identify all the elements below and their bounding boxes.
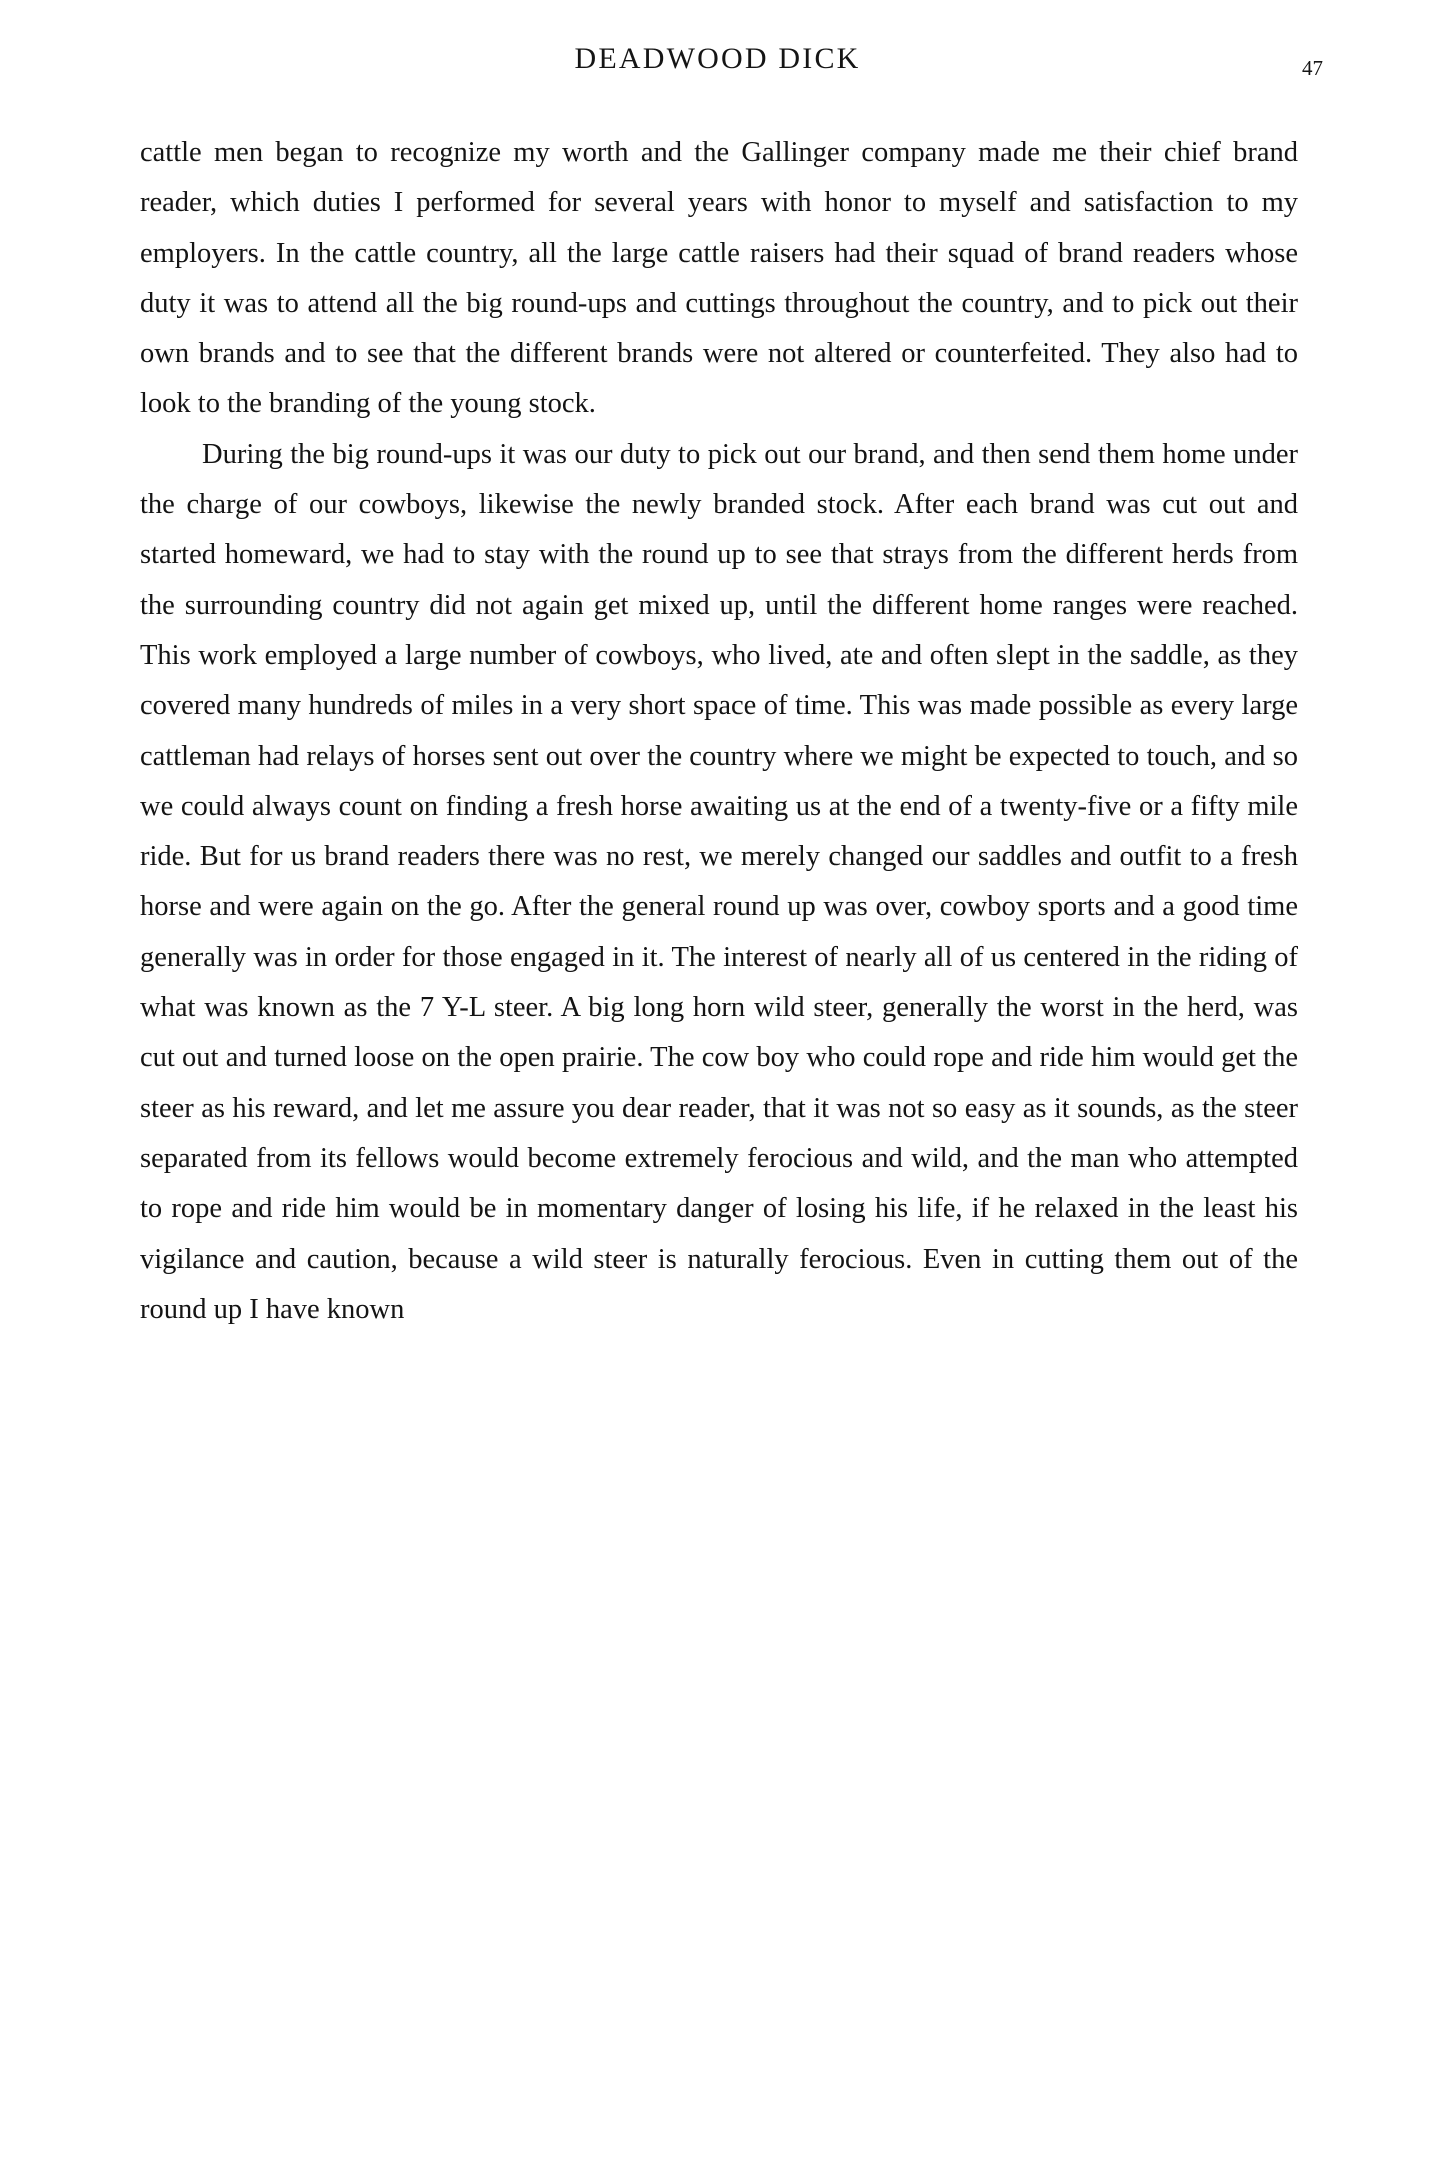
paragraph: cattle men began to recognize my worth and the Gallinger company made me their chief brand reader, which duties I performed for several years with honor to myself and satisfaction to my employers. In the cattle country, all the large cattle raisers had their squad of brand readers whose duty it was to attend all the big round-ups and cuttings throughout the country, and to pick out their own brands and to see that the different brands were not altered or counterfeited. They also had to look to the branding of the young stock. [140, 137, 1298, 420]
page-header [140, 42, 1323, 88]
running-title: DEADWOOD DICK [574, 42, 861, 75]
paragraph: During the big round-ups it was our duty to pick out our brand, and then send them home under the charge of our cowboys, likewise the newly branded stock. After each brand was cut out and started homeward, we had to stay with the round up to see that strays from the different herds from the surrounding country did not again get mixed up, until the different home ranges were reached. This work employed a large number of cowboys, who lived, ate and often slept in the saddle, as they covered many hundreds of miles in a very short space of time. This was made possible as every large cattleman had relays of horses sent out over the country where we might be expected to touch, and so we could always count on finding a fresh horse awaiting us at the end of a twenty-five or a fifty mile ride. But for us brand readers there was no rest, we merely changed our saddles and outfit to a fresh horse and were again on the go. After the general round up was over, cowboy sports and a good time generally was in order for those engaged in it. The interest of nearly all of us centered in the riding of what was known as the 7 Y-L steer. A big long horn wild steer, generally the worst in the herd, was cut out and turned loose on the open prairie. The cow boy who could rope and ride him would get the steer as his reward, and let me assure you dear reader, that it was not so easy as it sounds, as the steer separated from its fellows would become extremely ferocious and wild, and the man who attempted to rope and ride him would be in momentary danger of losing his life, if he relaxed in the least his vigilance and caution, because a wild steer is naturally ferocious. Even in cutting them out of the round up I have known [140, 438, 1298, 1325]
page-body [140, 128, 1298, 1335]
page-number: 47 [1302, 56, 1323, 80]
